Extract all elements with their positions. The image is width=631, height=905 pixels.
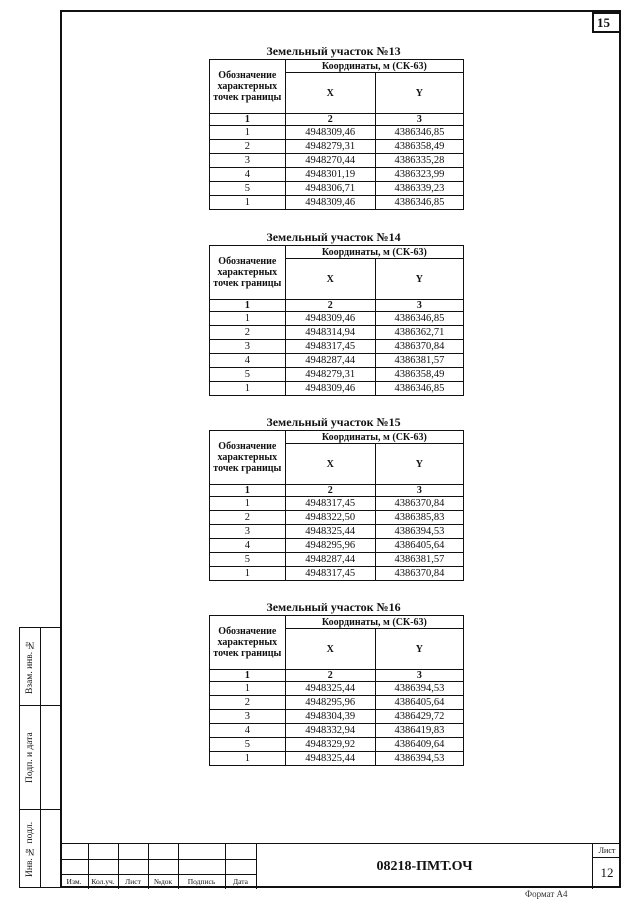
point-number: 4 (210, 168, 286, 182)
y-coordinate: 4386429,72 (375, 710, 463, 724)
x-coordinate: 4948306,71 (285, 182, 375, 196)
coordinates-table (209, 245, 464, 396)
title-block-grid (60, 844, 256, 889)
plot-title: Земельный участок №13 (266, 44, 401, 58)
point-number: 4 (210, 354, 286, 368)
y-coordinate: 4386405,64 (375, 696, 463, 710)
y-coordinate: 4386346,85 (375, 382, 463, 396)
sheet-number: 12 (600, 865, 614, 880)
col-number-2: 2 (285, 300, 375, 312)
y-coordinate: 4386358,49 (375, 140, 463, 154)
left-strip (19, 627, 60, 888)
x-header: X (285, 444, 375, 485)
table-row (210, 126, 464, 140)
point-number: 5 (210, 553, 286, 567)
table-row (210, 168, 464, 182)
sheet-label: Лист (593, 844, 621, 858)
point-number: 4 (210, 539, 286, 553)
table-row (210, 682, 464, 696)
y-coordinate: 4386370,84 (375, 567, 463, 581)
y-coordinate: 4386323,99 (375, 168, 463, 182)
y-coordinate: 4386394,53 (375, 752, 463, 766)
x-coordinate: 4948295,96 (285, 696, 375, 710)
point-number: 3 (210, 710, 286, 724)
plot-title: Земельный участок №16 (266, 600, 401, 614)
y-coordinate: 4386335,28 (375, 154, 463, 168)
col-number-3: 3 (375, 485, 463, 497)
point-number: 5 (210, 738, 286, 752)
y-coordinate: 4386358,49 (375, 368, 463, 382)
y-coordinate: 4386385,83 (375, 511, 463, 525)
y-header: Y (375, 444, 463, 485)
y-coordinate: 4386346,85 (375, 196, 463, 210)
x-coordinate: 4948279,31 (285, 140, 375, 154)
table-row (210, 553, 464, 567)
y-coordinate: 4386370,84 (375, 497, 463, 511)
table-row (210, 539, 464, 553)
point-number: 1 (210, 312, 286, 326)
point-number: 1 (210, 382, 286, 396)
table-row (210, 326, 464, 340)
point-number: 3 (210, 154, 286, 168)
coordinates-table (209, 430, 464, 581)
point-number: 2 (210, 140, 286, 154)
point-number: 1 (210, 752, 286, 766)
col-number-3: 3 (375, 670, 463, 682)
tb-label-data: Дата (233, 877, 248, 886)
x-coordinate: 4948309,46 (285, 382, 375, 396)
point-number: 4 (210, 724, 286, 738)
x-coordinate: 4948309,46 (285, 312, 375, 326)
table-row (210, 312, 464, 326)
designation-header: Обозначение характерных точек границы (210, 246, 286, 300)
page-number: 15 (592, 12, 621, 33)
x-coordinate: 4948309,46 (285, 126, 375, 140)
inv-original-label: Инв. № подл. (25, 821, 35, 878)
col-number-1: 1 (210, 300, 286, 312)
coordinates-header: Координаты, м (СК-63) (285, 616, 463, 629)
y-coordinate: 4386394,53 (375, 682, 463, 696)
tb-label-ndok: №док (153, 877, 173, 886)
coordinates-table (209, 615, 464, 766)
table-row (210, 696, 464, 710)
tb-label-izm: Изм. (66, 877, 82, 886)
x-coordinate: 4948325,44 (285, 682, 375, 696)
table-row (210, 354, 464, 368)
point-number: 2 (210, 326, 286, 340)
y-coordinate: 4386362,71 (375, 326, 463, 340)
x-coordinate: 4948325,44 (285, 525, 375, 539)
col-number-3: 3 (375, 114, 463, 126)
x-coordinate: 4948279,31 (285, 368, 375, 382)
document-code: 08218-ПМТ.ОЧ (256, 844, 593, 889)
point-number: 5 (210, 368, 286, 382)
point-number: 2 (210, 696, 286, 710)
plot-block-2 (209, 229, 464, 396)
x-coordinate: 4948329,92 (285, 738, 375, 752)
y-header: Y (375, 73, 463, 114)
point-number: 1 (210, 682, 286, 696)
x-coordinate: 4948301,19 (285, 168, 375, 182)
y-coordinate: 4386346,85 (375, 126, 463, 140)
x-header: X (285, 259, 375, 300)
y-coordinate: 4386339,23 (375, 182, 463, 196)
x-coordinate: 4948317,45 (285, 340, 375, 354)
inv-replace-label: Взам. инв. № (25, 639, 35, 695)
point-number: 3 (210, 525, 286, 539)
designation-header: Обозначение характерных точек границы (210, 60, 286, 114)
coordinates-header: Координаты, м (СК-63) (285, 60, 463, 73)
coordinates-header: Координаты, м (СК-63) (285, 431, 463, 444)
col-number-2: 2 (285, 485, 375, 497)
table-row (210, 525, 464, 539)
coordinates-table (209, 59, 464, 210)
table-row (210, 154, 464, 168)
table-row (210, 724, 464, 738)
tb-label-podpis: Подпись (187, 877, 216, 886)
point-number: 1 (210, 567, 286, 581)
y-coordinate: 4386394,53 (375, 525, 463, 539)
coordinates-header: Координаты, м (СК-63) (285, 246, 463, 259)
x-coordinate: 4948304,39 (285, 710, 375, 724)
sign-date-label: Подп. и дата (25, 732, 35, 784)
x-header: X (285, 629, 375, 670)
point-number: 5 (210, 182, 286, 196)
y-header: Y (375, 629, 463, 670)
point-number: 2 (210, 511, 286, 525)
plot-block-4 (209, 599, 464, 766)
y-coordinate: 4386419,83 (375, 724, 463, 738)
y-header: Y (375, 259, 463, 300)
table-row (210, 738, 464, 752)
y-coordinate: 4386370,84 (375, 340, 463, 354)
col-number-1: 1 (210, 485, 286, 497)
x-coordinate: 4948322,50 (285, 511, 375, 525)
plot-title: Земельный участок №15 (266, 415, 401, 429)
y-coordinate: 4386409,64 (375, 738, 463, 752)
x-coordinate: 4948287,44 (285, 553, 375, 567)
x-coordinate: 4948295,96 (285, 539, 375, 553)
y-coordinate: 4386381,57 (375, 354, 463, 368)
y-coordinate: 4386405,64 (375, 539, 463, 553)
col-number-1: 1 (210, 114, 286, 126)
table-row (210, 140, 464, 154)
col-number-2: 2 (285, 670, 375, 682)
plot-block-1 (209, 43, 464, 210)
table-row (210, 710, 464, 724)
point-number: 1 (210, 126, 286, 140)
sheet-box (593, 844, 621, 889)
designation-header: Обозначение характерных точек границы (210, 431, 286, 485)
table-row (210, 752, 464, 766)
point-number: 3 (210, 340, 286, 354)
table-row (210, 196, 464, 210)
x-coordinate: 4948317,45 (285, 497, 375, 511)
x-coordinate: 4948309,46 (285, 196, 375, 210)
x-coordinate: 4948314,94 (285, 326, 375, 340)
x-coordinate: 4948325,44 (285, 752, 375, 766)
x-header: X (285, 73, 375, 114)
tb-label-koluch: Кол.уч. (91, 877, 115, 886)
y-coordinate: 4386381,57 (375, 553, 463, 567)
point-number: 1 (210, 196, 286, 210)
x-coordinate: 4948287,44 (285, 354, 375, 368)
x-coordinate: 4948317,45 (285, 567, 375, 581)
table-row (210, 340, 464, 354)
format-stamp: Формат А4 (525, 889, 568, 899)
designation-header: Обозначение характерных точек границы (210, 616, 286, 670)
col-number-1: 1 (210, 670, 286, 682)
table-row (210, 567, 464, 581)
col-number-3: 3 (375, 300, 463, 312)
table-row (210, 182, 464, 196)
table-row (210, 382, 464, 396)
plot-block-3 (209, 414, 464, 581)
point-number: 1 (210, 497, 286, 511)
x-coordinate: 4948332,94 (285, 724, 375, 738)
title-block (60, 843, 621, 889)
x-coordinate: 4948270,44 (285, 154, 375, 168)
y-coordinate: 4386346,85 (375, 312, 463, 326)
table-row (210, 368, 464, 382)
tb-label-list: Лист (125, 877, 141, 886)
table-row (210, 497, 464, 511)
plot-title: Земельный участок №14 (266, 230, 401, 244)
table-row (210, 511, 464, 525)
col-number-2: 2 (285, 114, 375, 126)
